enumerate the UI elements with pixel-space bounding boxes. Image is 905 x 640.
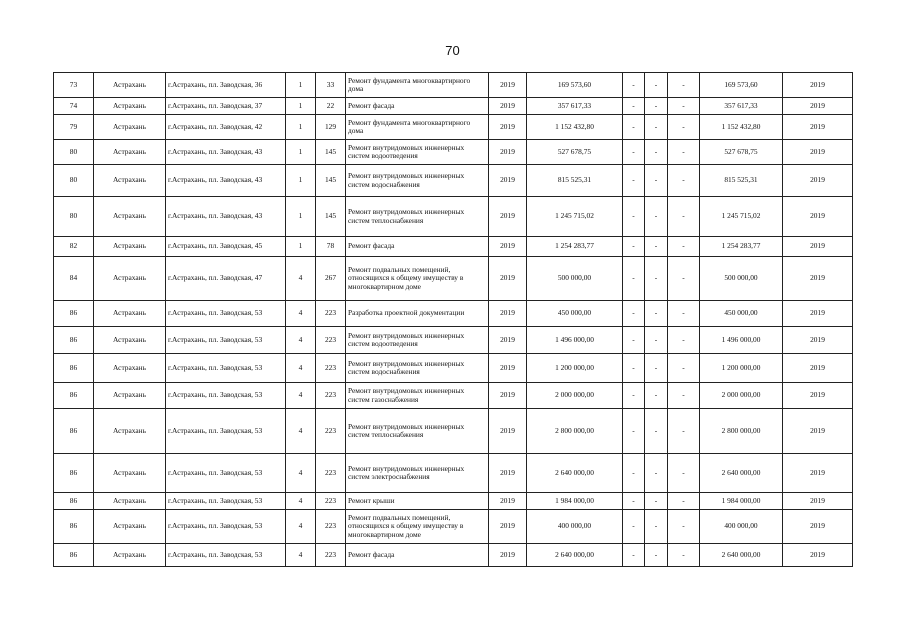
dash-cell-2: - — [645, 510, 668, 544]
total-cost-cell: 1 245 715,02 — [700, 197, 783, 237]
row-number: 74 — [54, 98, 94, 115]
year-cell: 2019 — [489, 301, 527, 327]
work-type-cell: Ремонт внутридомовых инженерных систем электроснабжения — [346, 454, 489, 493]
total-cost-cell: 1 496 000,00 — [700, 327, 783, 354]
cost-cell: 169 573,60 — [527, 73, 623, 98]
floors-cell: 1 — [286, 197, 316, 237]
city-cell: Астрахань — [94, 73, 166, 98]
address-cell: г.Астрахань, пл. Заводская, 42 — [166, 115, 286, 140]
address-cell: г.Астрахань, пл. Заводская, 53 — [166, 301, 286, 327]
table-row — [54, 165, 853, 197]
total-cost-cell: 357 617,33 — [700, 98, 783, 115]
dash-cell-3: - — [668, 115, 700, 140]
address-cell: г.Астрахань, пл. Заводская, 43 — [166, 197, 286, 237]
dash-cell-2: - — [645, 544, 668, 567]
completion-year-cell: 2019 — [783, 493, 853, 510]
table-row — [54, 544, 853, 567]
total-cost-cell: 1 254 283,77 — [700, 237, 783, 257]
work-type-cell: Ремонт внутридомовых инженерных систем водоснабжения — [346, 165, 489, 197]
work-type-cell: Ремонт внутридомовых инженерных систем водоотведения — [346, 327, 489, 354]
total-cost-cell: 2 640 000,00 — [700, 454, 783, 493]
cost-cell: 815 525,31 — [527, 165, 623, 197]
floors-cell: 4 — [286, 409, 316, 454]
cost-cell: 450 000,00 — [527, 301, 623, 327]
completion-year-cell: 2019 — [783, 140, 853, 165]
completion-year-cell: 2019 — [783, 98, 853, 115]
dash-cell-1: - — [623, 98, 645, 115]
cost-cell: 1 254 283,77 — [527, 237, 623, 257]
dash-cell-3: - — [668, 409, 700, 454]
dash-cell-2: - — [645, 73, 668, 98]
dash-cell-1: - — [623, 354, 645, 383]
dash-cell-3: - — [668, 98, 700, 115]
year-cell: 2019 — [489, 98, 527, 115]
address-cell: г.Астрахань, пл. Заводская, 53 — [166, 383, 286, 409]
dash-cell-3: - — [668, 301, 700, 327]
dash-cell-1: - — [623, 327, 645, 354]
work-type-cell: Ремонт фасада — [346, 98, 489, 115]
floors-cell: 1 — [286, 98, 316, 115]
dash-cell-2: - — [645, 354, 668, 383]
row-number: 84 — [54, 257, 94, 301]
cost-cell: 1 496 000,00 — [527, 327, 623, 354]
address-cell: г.Астрахань, пл. Заводская, 53 — [166, 493, 286, 510]
address-cell: г.Астрахань, пл. Заводская, 37 — [166, 98, 286, 115]
row-number: 73 — [54, 73, 94, 98]
city-cell: Астрахань — [94, 165, 166, 197]
dash-cell-2: - — [645, 165, 668, 197]
floors-cell: 4 — [286, 493, 316, 510]
table-body — [54, 73, 853, 567]
apartments-cell: 223 — [316, 510, 346, 544]
year-cell: 2019 — [489, 510, 527, 544]
dash-cell-2: - — [645, 197, 668, 237]
floors-cell: 4 — [286, 544, 316, 567]
year-cell: 2019 — [489, 197, 527, 237]
floors-cell: 1 — [286, 237, 316, 257]
apartments-cell: 223 — [316, 301, 346, 327]
year-cell: 2019 — [489, 454, 527, 493]
row-number: 86 — [54, 493, 94, 510]
completion-year-cell: 2019 — [783, 115, 853, 140]
cost-cell: 1 152 432,80 — [527, 115, 623, 140]
dash-cell-3: - — [668, 73, 700, 98]
city-cell: Астрахань — [94, 454, 166, 493]
dash-cell-1: - — [623, 237, 645, 257]
address-cell: г.Астрахань, пл. Заводская, 47 — [166, 257, 286, 301]
completion-year-cell: 2019 — [783, 354, 853, 383]
cost-cell: 2 000 000,00 — [527, 383, 623, 409]
cost-cell: 1 245 715,02 — [527, 197, 623, 237]
cost-cell: 527 678,75 — [527, 140, 623, 165]
year-cell: 2019 — [489, 115, 527, 140]
work-type-cell: Ремонт крыши — [346, 493, 489, 510]
address-cell: г.Астрахань, пл. Заводская, 43 — [166, 165, 286, 197]
dash-cell-2: - — [645, 493, 668, 510]
city-cell: Астрахань — [94, 409, 166, 454]
total-cost-cell: 400 000,00 — [700, 510, 783, 544]
dash-cell-2: - — [645, 301, 668, 327]
dash-cell-3: - — [668, 454, 700, 493]
dash-cell-1: - — [623, 115, 645, 140]
city-cell: Астрахань — [94, 140, 166, 165]
dash-cell-1: - — [623, 140, 645, 165]
row-number: 86 — [54, 354, 94, 383]
apartments-cell: 223 — [316, 327, 346, 354]
completion-year-cell: 2019 — [783, 237, 853, 257]
floors-cell: 4 — [286, 383, 316, 409]
completion-year-cell: 2019 — [783, 197, 853, 237]
table-row — [54, 454, 853, 493]
row-number: 86 — [54, 454, 94, 493]
table-row — [54, 140, 853, 165]
address-cell: г.Астрахань, пл. Заводская, 43 — [166, 140, 286, 165]
dash-cell-2: - — [645, 98, 668, 115]
dash-cell-3: - — [668, 544, 700, 567]
row-number: 86 — [54, 301, 94, 327]
dash-cell-2: - — [645, 140, 668, 165]
dash-cell-1: - — [623, 544, 645, 567]
work-type-cell: Ремонт внутридомовых инженерных систем газоснабжения — [346, 383, 489, 409]
address-cell: г.Астрахань, пл. Заводская, 45 — [166, 237, 286, 257]
work-type-cell: Ремонт фасада — [346, 544, 489, 567]
total-cost-cell: 1 200 000,00 — [700, 354, 783, 383]
dash-cell-1: - — [623, 197, 645, 237]
apartments-cell: 33 — [316, 73, 346, 98]
year-cell: 2019 — [489, 327, 527, 354]
completion-year-cell: 2019 — [783, 73, 853, 98]
total-cost-cell: 815 525,31 — [700, 165, 783, 197]
apartments-cell: 223 — [316, 383, 346, 409]
row-number: 80 — [54, 165, 94, 197]
floors-cell: 4 — [286, 510, 316, 544]
dash-cell-3: - — [668, 237, 700, 257]
table-row — [54, 237, 853, 257]
total-cost-cell: 500 000,00 — [700, 257, 783, 301]
address-cell: г.Астрахань, пл. Заводская, 36 — [166, 73, 286, 98]
year-cell: 2019 — [489, 237, 527, 257]
dash-cell-1: - — [623, 493, 645, 510]
total-cost-cell: 2 000 000,00 — [700, 383, 783, 409]
apartments-cell: 78 — [316, 237, 346, 257]
completion-year-cell: 2019 — [783, 544, 853, 567]
completion-year-cell: 2019 — [783, 409, 853, 454]
apartments-cell: 223 — [316, 409, 346, 454]
row-number: 82 — [54, 237, 94, 257]
cost-cell: 400 000,00 — [527, 510, 623, 544]
cost-cell: 1 984 000,00 — [527, 493, 623, 510]
address-cell: г.Астрахань, пл. Заводская, 53 — [166, 544, 286, 567]
page-number: 70 — [445, 43, 460, 58]
dash-cell-3: - — [668, 510, 700, 544]
total-cost-cell: 169 573,60 — [700, 73, 783, 98]
table-row — [54, 327, 853, 354]
dash-cell-2: - — [645, 454, 668, 493]
year-cell: 2019 — [489, 73, 527, 98]
work-type-cell: Ремонт фундамента многоквартирного дома — [346, 73, 489, 98]
row-number: 86 — [54, 383, 94, 409]
city-cell: Астрахань — [94, 115, 166, 140]
dash-cell-3: - — [668, 197, 700, 237]
address-cell: г.Астрахань, пл. Заводская, 53 — [166, 354, 286, 383]
floors-cell: 4 — [286, 257, 316, 301]
row-number: 86 — [54, 327, 94, 354]
city-cell: Астрахань — [94, 98, 166, 115]
dash-cell-1: - — [623, 301, 645, 327]
dash-cell-3: - — [668, 140, 700, 165]
dash-cell-1: - — [623, 383, 645, 409]
table-row — [54, 510, 853, 544]
completion-year-cell: 2019 — [783, 257, 853, 301]
total-cost-cell: 1 152 432,80 — [700, 115, 783, 140]
row-number: 80 — [54, 197, 94, 237]
completion-year-cell: 2019 — [783, 510, 853, 544]
apartments-cell: 145 — [316, 140, 346, 165]
apartments-cell: 223 — [316, 354, 346, 383]
floors-cell: 1 — [286, 115, 316, 140]
city-cell: Астрахань — [94, 493, 166, 510]
floors-cell: 1 — [286, 165, 316, 197]
floors-cell: 4 — [286, 301, 316, 327]
work-type-cell: Ремонт подвальных помещений, относящихся к общему имуществу в многоквартирном доме — [346, 510, 489, 544]
dash-cell-3: - — [668, 354, 700, 383]
floors-cell: 1 — [286, 140, 316, 165]
year-cell: 2019 — [489, 409, 527, 454]
work-type-cell: Ремонт внутридомовых инженерных систем теплоснабжения — [346, 197, 489, 237]
dash-cell-2: - — [645, 237, 668, 257]
completion-year-cell: 2019 — [783, 165, 853, 197]
row-number: 86 — [54, 409, 94, 454]
table-row — [54, 115, 853, 140]
apartments-cell: 223 — [316, 493, 346, 510]
dash-cell-1: - — [623, 73, 645, 98]
year-cell: 2019 — [489, 383, 527, 409]
address-cell: г.Астрахань, пл. Заводская, 53 — [166, 409, 286, 454]
cost-cell: 357 617,33 — [527, 98, 623, 115]
address-cell: г.Астрахань, пл. Заводская, 53 — [166, 454, 286, 493]
cost-cell: 2 640 000,00 — [527, 454, 623, 493]
dash-cell-1: - — [623, 409, 645, 454]
table-row — [54, 409, 853, 454]
dash-cell-2: - — [645, 383, 668, 409]
row-number: 80 — [54, 140, 94, 165]
dash-cell-3: - — [668, 493, 700, 510]
floors-cell: 4 — [286, 327, 316, 354]
address-cell: г.Астрахань, пл. Заводская, 53 — [166, 327, 286, 354]
apartments-cell: 145 — [316, 197, 346, 237]
total-cost-cell: 2 800 000,00 — [700, 409, 783, 454]
year-cell: 2019 — [489, 140, 527, 165]
work-type-cell: Ремонт фасада — [346, 237, 489, 257]
total-cost-cell: 450 000,00 — [700, 301, 783, 327]
table-row — [54, 73, 853, 98]
city-cell: Астрахань — [94, 237, 166, 257]
dash-cell-2: - — [645, 327, 668, 354]
dash-cell-1: - — [623, 165, 645, 197]
apartments-cell: 223 — [316, 544, 346, 567]
total-cost-cell: 527 678,75 — [700, 140, 783, 165]
work-type-cell: Ремонт внутридомовых инженерных систем теплоснабжения — [346, 409, 489, 454]
work-type-cell: Разработка проектной документации — [346, 301, 489, 327]
dash-cell-1: - — [623, 257, 645, 301]
row-number: 86 — [54, 510, 94, 544]
table-row — [54, 197, 853, 237]
floors-cell: 4 — [286, 454, 316, 493]
dash-cell-3: - — [668, 257, 700, 301]
city-cell: Астрахань — [94, 354, 166, 383]
year-cell: 2019 — [489, 165, 527, 197]
cost-cell: 2 800 000,00 — [527, 409, 623, 454]
table-row — [54, 98, 853, 115]
city-cell: Астрахань — [94, 327, 166, 354]
city-cell: Астрахань — [94, 544, 166, 567]
apartments-cell: 267 — [316, 257, 346, 301]
city-cell: Астрахань — [94, 301, 166, 327]
completion-year-cell: 2019 — [783, 454, 853, 493]
address-cell: г.Астрахань, пл. Заводская, 53 — [166, 510, 286, 544]
city-cell: Астрахань — [94, 257, 166, 301]
table-row — [54, 493, 853, 510]
work-type-cell: Ремонт подвальных помещений, относящихся к общему имуществу в многоквартирном доме — [346, 257, 489, 301]
table-row — [54, 301, 853, 327]
apartments-cell: 145 — [316, 165, 346, 197]
city-cell: Астрахань — [94, 383, 166, 409]
completion-year-cell: 2019 — [783, 327, 853, 354]
dash-cell-2: - — [645, 115, 668, 140]
table-row — [54, 383, 853, 409]
row-number: 86 — [54, 544, 94, 567]
row-number: 79 — [54, 115, 94, 140]
work-type-cell: Ремонт внутридомовых инженерных систем водоснабжения — [346, 354, 489, 383]
floors-cell: 1 — [286, 73, 316, 98]
cost-cell: 500 000,00 — [527, 257, 623, 301]
dash-cell-2: - — [645, 409, 668, 454]
apartments-cell: 129 — [316, 115, 346, 140]
dash-cell-1: - — [623, 454, 645, 493]
completion-year-cell: 2019 — [783, 383, 853, 409]
city-cell: Астрахань — [94, 510, 166, 544]
year-cell: 2019 — [489, 493, 527, 510]
year-cell: 2019 — [489, 354, 527, 383]
city-cell: Астрахань — [94, 197, 166, 237]
dash-cell-2: - — [645, 257, 668, 301]
repair-schedule-table — [53, 72, 853, 567]
cost-cell: 2 640 000,00 — [527, 544, 623, 567]
dash-cell-1: - — [623, 510, 645, 544]
completion-year-cell: 2019 — [783, 301, 853, 327]
work-type-cell: Ремонт внутридомовых инженерных систем водоотведения — [346, 140, 489, 165]
dash-cell-3: - — [668, 327, 700, 354]
total-cost-cell: 1 984 000,00 — [700, 493, 783, 510]
work-type-cell: Ремонт фундамента многоквартирного дома — [346, 115, 489, 140]
table-row — [54, 257, 853, 301]
dash-cell-3: - — [668, 383, 700, 409]
total-cost-cell: 2 640 000,00 — [700, 544, 783, 567]
dash-cell-3: - — [668, 165, 700, 197]
apartments-cell: 223 — [316, 454, 346, 493]
floors-cell: 4 — [286, 354, 316, 383]
year-cell: 2019 — [489, 544, 527, 567]
year-cell: 2019 — [489, 257, 527, 301]
cost-cell: 1 200 000,00 — [527, 354, 623, 383]
apartments-cell: 22 — [316, 98, 346, 115]
table-row — [54, 354, 853, 383]
